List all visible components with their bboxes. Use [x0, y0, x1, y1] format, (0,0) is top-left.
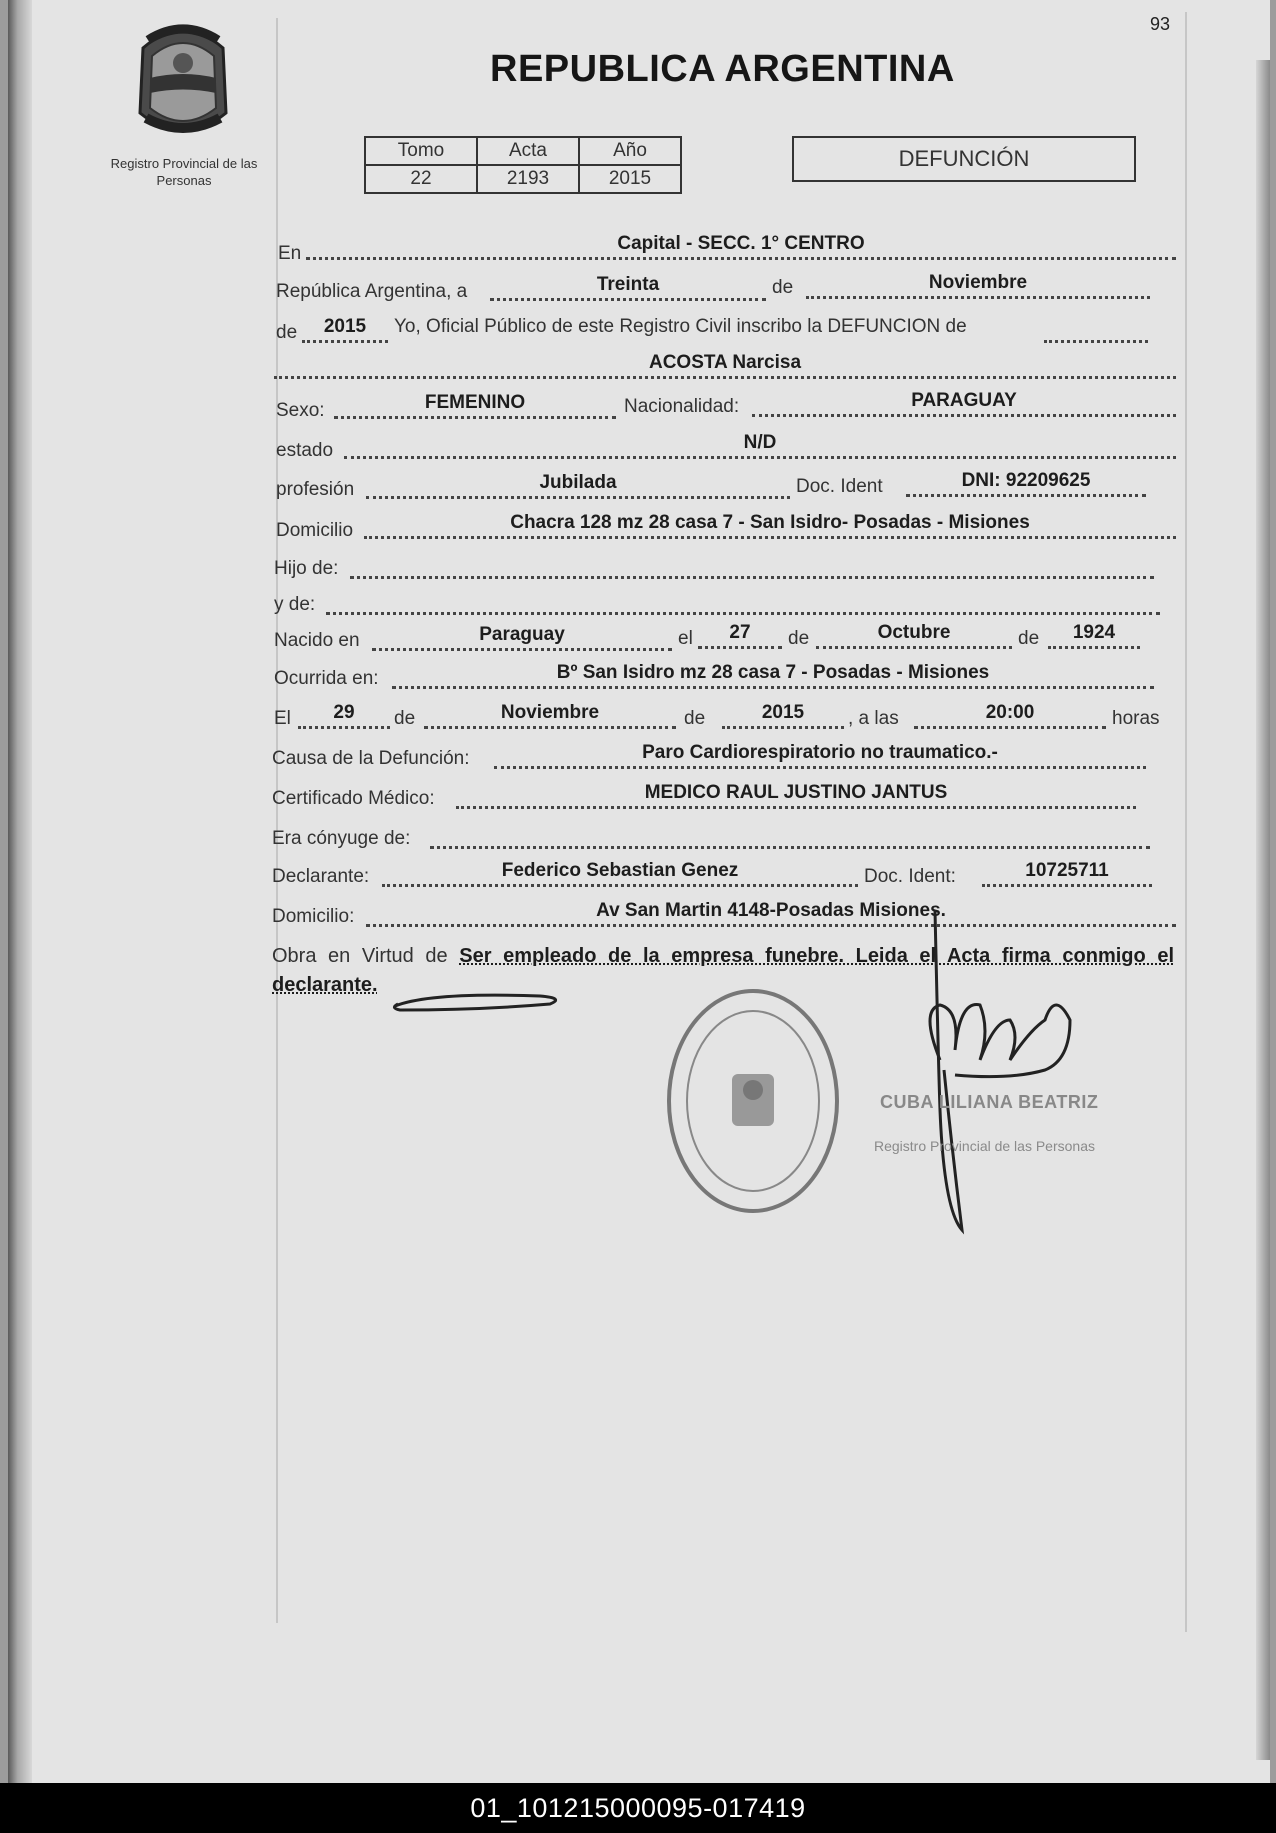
field-obra: Ser empleado de la empresa funebre. Leida el Acta firma conmigo el declarante.	[272, 945, 1175, 996]
label-conyuge: Era cónyuge de:	[272, 828, 411, 849]
field-nacido-en: Paraguay	[372, 626, 672, 651]
label-y-de: y de:	[274, 594, 316, 615]
field-def-mes: Noviembre	[424, 704, 676, 729]
field-certificado: MEDICO RAUL JUSTINO JANTUS	[456, 784, 1136, 809]
label-sexo: Sexo:	[276, 400, 325, 421]
anio-label: Año	[579, 137, 681, 165]
field-def-hora: 20:00	[914, 704, 1106, 729]
field-profesion: Jubilada	[366, 474, 790, 499]
label-en: En	[278, 243, 302, 264]
field-hijo-de	[350, 554, 1154, 579]
page-number: 93	[1150, 14, 1171, 34]
page-edge	[1256, 60, 1270, 1760]
field-y-de	[326, 590, 1160, 615]
registro-caption: Registro Provincial de las Personas	[110, 156, 258, 188]
field-dia-letras: Treinta	[490, 276, 766, 301]
field-declarante-doc: 10725711	[982, 862, 1152, 887]
label-doc-ident-2: Doc. Ident:	[864, 866, 956, 887]
official-stamp	[664, 986, 842, 1216]
official-signature	[860, 910, 1100, 1240]
field-def-anio: 2015	[722, 704, 844, 729]
label-de-5: de	[394, 708, 416, 729]
margin-rule-right	[1185, 12, 1187, 1632]
field-nombre: ACOSTA Narcisa	[274, 354, 1176, 379]
field-lugar: Capital - SECC. 1° CENTRO	[306, 235, 1176, 260]
label-el-cap: El	[274, 708, 291, 729]
label-de-6: de	[684, 708, 706, 729]
label-ocurrida-en: Ocurrida en:	[274, 668, 379, 689]
field-sexo: FEMENINO	[334, 394, 616, 419]
label-de: de	[772, 277, 794, 298]
label-republica: República Argentina, a	[276, 281, 468, 302]
province-seal-icon	[128, 18, 238, 143]
official-name: CUBA LILIANA BEATRIZ	[880, 1092, 1099, 1112]
official-org: Registro Provincial de las Personas	[874, 1138, 1095, 1154]
label-doc-ident: Doc. Ident	[796, 476, 883, 497]
field-causa: Paro Cardiorespiratorio no traumatico.-	[494, 744, 1146, 769]
label-a-las: , a las	[848, 708, 899, 729]
field-nacionalidad: PARAGUAY	[752, 392, 1176, 417]
label-yo-oficial: Yo, Oficial Público de este Registro Civil inscribo la DEFUNCION de	[394, 316, 967, 337]
field-nac-anio: 1924	[1048, 624, 1140, 649]
field-blank-de	[1044, 318, 1148, 343]
label-nacionalidad: Nacionalidad:	[624, 396, 740, 417]
declarante-signature	[390, 988, 570, 1018]
acta-value: 2193	[477, 165, 579, 193]
label-declarante: Declarante:	[272, 866, 370, 887]
acta-label: Acta	[477, 137, 579, 165]
field-conyuge	[430, 824, 1150, 849]
label-estado: estado	[276, 440, 334, 461]
label-hijo-de: Hijo de:	[274, 558, 339, 579]
field-ocurrida-en: Bº San Isidro mz 28 casa 7 - Posadas - Misiones	[392, 664, 1154, 689]
label-obra: Obra en Virtud de	[272, 945, 448, 967]
document-type-box: DEFUNCIÓN	[792, 136, 1136, 182]
field-mes: Noviembre	[806, 274, 1150, 299]
label-profesion: profesión	[276, 479, 355, 500]
field-anio: 2015	[302, 318, 388, 343]
label-nacido-en: Nacido en	[274, 630, 360, 651]
label-domicilio: Domicilio	[276, 520, 354, 541]
tomo-acta-table	[364, 136, 682, 194]
book-binding-edge	[8, 0, 32, 1783]
label-certificado: Certificado Médico:	[272, 788, 435, 809]
tomo-value: 22	[365, 165, 477, 193]
certificate-page	[8, 0, 1270, 1783]
field-nac-mes: Octubre	[816, 624, 1012, 649]
tomo-label: Tomo	[365, 137, 477, 165]
page-title: REPUBLICA ARGENTINA	[490, 48, 955, 90]
label-de-3: de	[788, 628, 810, 649]
field-declarante-domicilio: Av San Martin 4148-Posadas Misiones.	[366, 902, 1176, 927]
field-estado: N/D	[344, 434, 1176, 459]
anio-value: 2015	[579, 165, 681, 193]
label-horas: horas	[1112, 708, 1160, 729]
field-def-dia: 29	[298, 704, 390, 729]
label-el: el	[678, 628, 693, 649]
scan-id-footer: 01_101215000095-017419	[0, 1783, 1276, 1833]
label-causa: Causa de la Defunción:	[272, 748, 470, 769]
field-nac-dia: 27	[698, 624, 782, 649]
label-de-4: de	[1018, 628, 1040, 649]
field-domicilio: Chacra 128 mz 28 casa 7 - San Isidro- Posadas - Misiones	[364, 514, 1176, 539]
field-declarante: Federico Sebastian Genez	[382, 862, 858, 887]
label-de-2: de	[276, 322, 298, 343]
field-dni: DNI: 92209625	[906, 472, 1146, 497]
label-domicilio-2: Domicilio:	[272, 906, 355, 927]
